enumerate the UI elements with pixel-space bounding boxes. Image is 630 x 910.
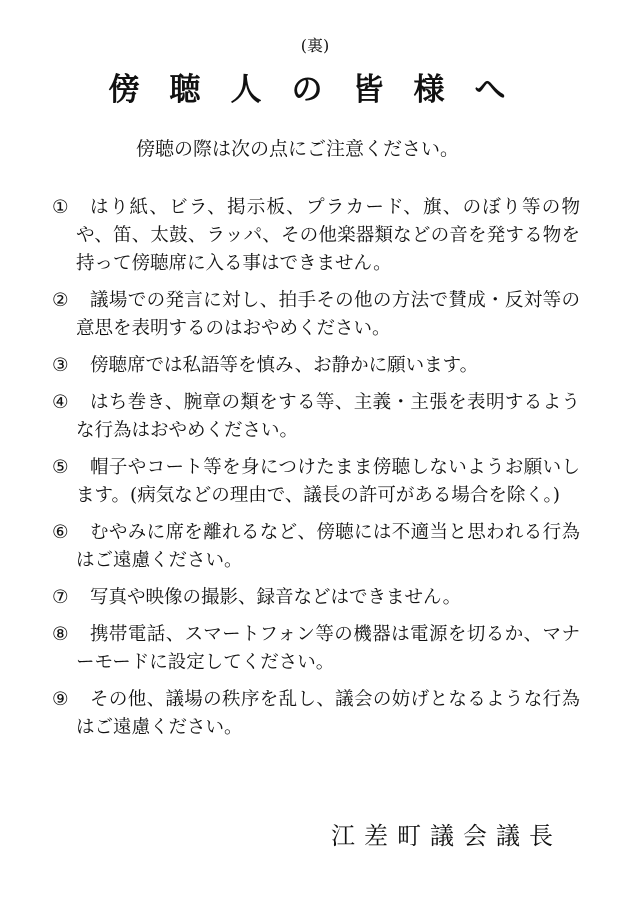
rule-number: ⑥ xyxy=(52,522,69,543)
reverse-side-label: (裏) xyxy=(300,36,330,55)
rule-number: ⑧ xyxy=(52,624,69,645)
rule-number: ⑦ xyxy=(52,587,69,608)
rule-text: 写真や映像の撮影、録音などはできません。 xyxy=(90,587,462,608)
rule-item xyxy=(52,584,580,612)
rule-item xyxy=(52,686,580,742)
rule-item xyxy=(52,287,580,343)
rule-text: 帽子やコート等を身につけたまま傍聴しないようお願いします。(病気などの理由で、議長の許可がある場合を除く。) xyxy=(76,457,580,506)
rule-item xyxy=(52,389,580,445)
rule-item xyxy=(52,454,580,510)
rule-text: 傍聴席では私語等を慎み、お静かに願います。 xyxy=(90,355,479,376)
rule-text: その他、議場の秩序を乱し、議会の妨げとなるような行為はご遠慮ください。 xyxy=(76,689,580,738)
rule-item xyxy=(52,352,580,380)
rule-number: ① xyxy=(52,197,69,218)
rules-list xyxy=(52,194,580,751)
rule-text: 議場での発言に対し、拍手その他の方法で賛成・反対等の意思を表明するのはおやめください。 xyxy=(76,290,580,339)
rule-text: はり紙、ビラ、掲示板、プラカード、旗、のぼり等の物や、笛、太鼓、ラッパ、その他楽器類などの音を発する物を持って傍聴席に入る事はできません。 xyxy=(76,197,580,274)
rule-item xyxy=(52,519,580,575)
rule-number: ③ xyxy=(52,355,69,376)
rule-number: ④ xyxy=(52,392,69,413)
rule-number: ② xyxy=(52,290,69,311)
intro-text: 傍聴の際は次の点にご注意ください。 xyxy=(136,138,460,160)
page-title: 傍聴人の皆様へ xyxy=(108,72,536,108)
rule-text: 携帯電話、スマートフォン等の機器は電源を切るか、マナーモードに設定してください。 xyxy=(76,624,580,673)
rule-item xyxy=(52,194,580,278)
rule-text: むやみに席を離れるなど、傍聴には不適当と思われる行為はご遠慮ください。 xyxy=(76,522,580,571)
rule-text: はち巻き、腕章の類をする等、主義・主張を表明するような行為はおやめください。 xyxy=(76,392,580,441)
rule-number: ⑨ xyxy=(52,689,69,710)
rule-item xyxy=(52,621,580,677)
signature: 江差町議会議長 xyxy=(331,822,562,850)
rule-number: ⑤ xyxy=(52,457,69,478)
